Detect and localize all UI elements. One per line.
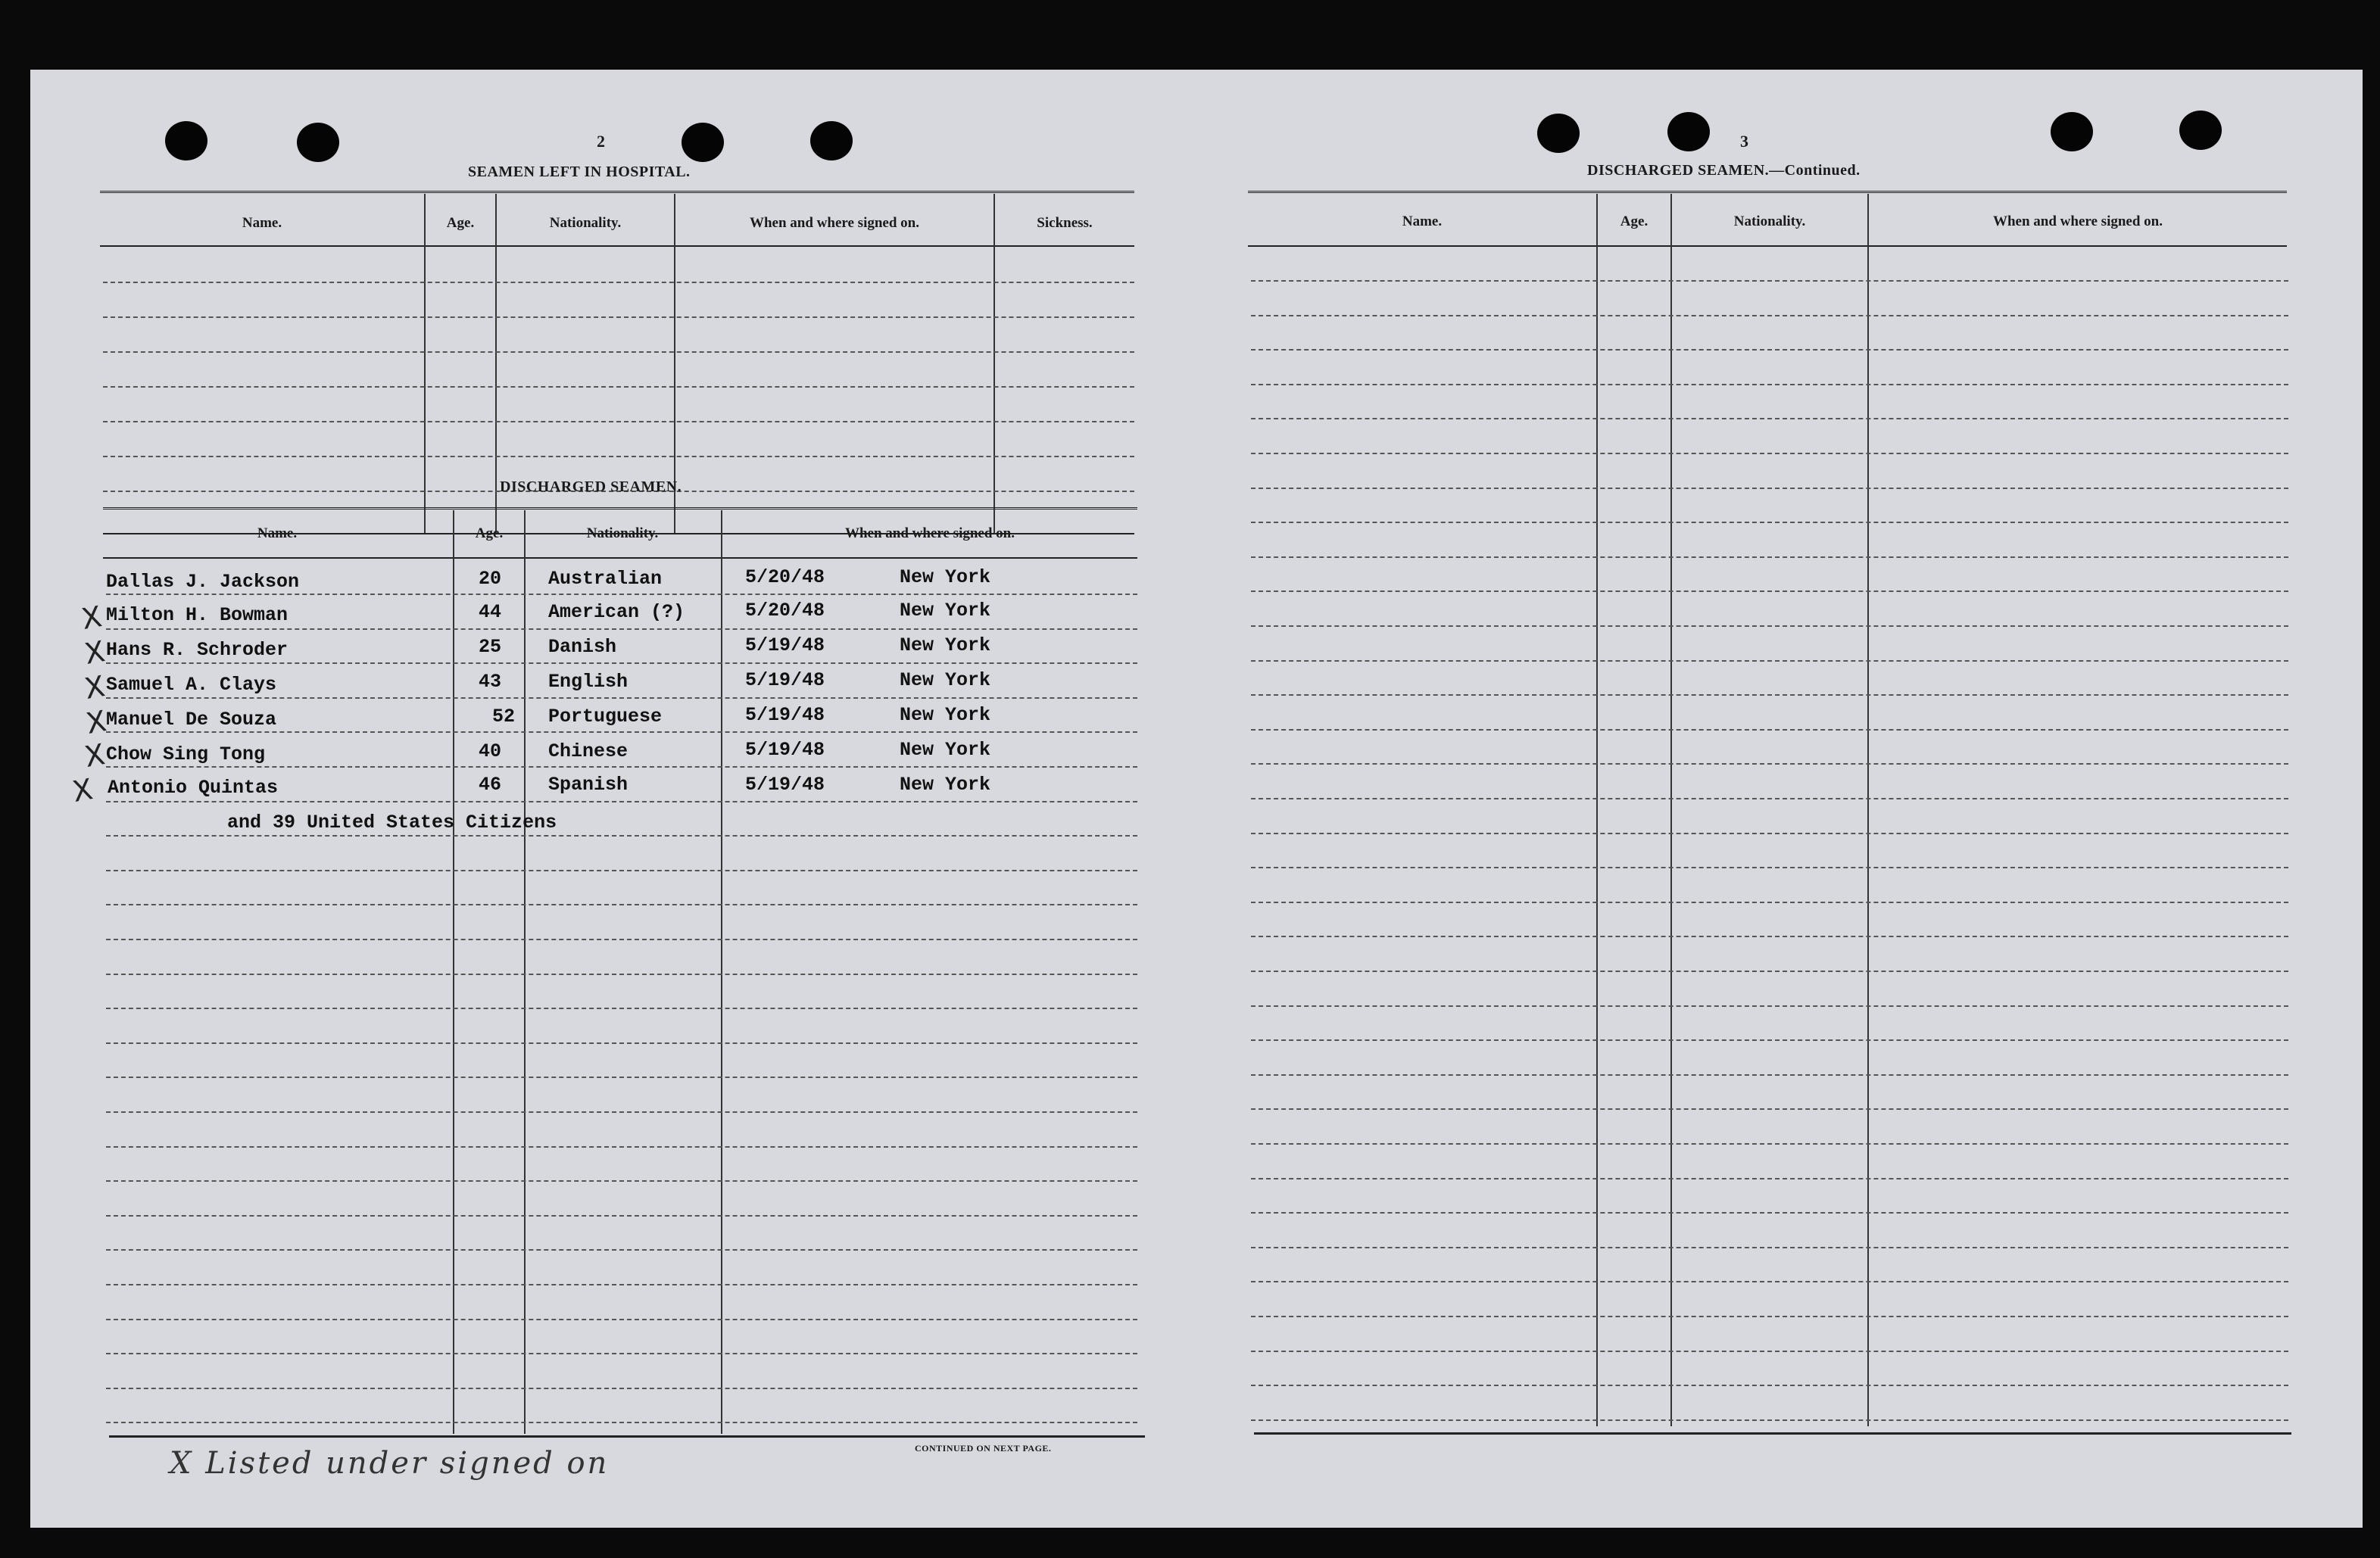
row-line [106,1319,1137,1320]
column-header: Name. [1402,213,1443,229]
page-number: 3 [1740,132,1748,151]
column-divider [424,194,426,533]
row-line [1251,1281,2288,1282]
row-line [1251,1039,2288,1041]
row-line [1251,867,2288,868]
punch-hole [2179,111,2222,150]
seaman-nationality: American (?) [548,601,685,623]
seaman-name: Milton H. Bowman [106,604,289,626]
column-divider [1670,194,1672,1426]
table-bottom-rule [1254,1432,2291,1435]
column-divider [1596,194,1598,1426]
discharged-section-title: DISCHARGED SEAMEN. [500,478,682,495]
punch-hole [682,123,724,162]
row-line [1251,902,2288,903]
document-sheet [30,70,2363,1528]
page-number: 2 [597,132,605,151]
column-header: Age. [1620,213,1649,229]
check-mark: X [79,600,104,636]
column-header: Age. [475,525,504,541]
row-line [106,697,1137,699]
seaman-age: 40 [479,740,502,762]
row-line [106,594,1137,595]
column-header: Sickness. [1037,215,1093,231]
check-mark: X [82,737,108,774]
table-top-rule [103,507,1137,513]
row-line [1251,349,2288,351]
row-line [1251,488,2288,489]
row-line [106,1042,1137,1044]
row-line [106,1215,1137,1217]
row-line [106,1284,1137,1285]
column-divider [1867,194,1869,1426]
row-line [1251,1351,2288,1352]
signed-on-date: 5/19/48 [745,774,825,796]
check-mark: X [83,704,109,740]
signed-on-date: 5/19/48 [745,669,825,691]
seaman-nationality: Portuguese [548,706,663,728]
signed-on-place: New York [900,704,991,726]
row-line [106,766,1137,768]
punch-hole [2051,112,2093,151]
check-mark: X [82,669,108,706]
punch-hole [165,121,207,160]
seaman-nationality: Australian [548,568,663,590]
row-line [1251,971,2288,972]
row-line [1251,936,2288,937]
hospital-section-title: SEAMEN LEFT IN HOSPITAL. [468,164,691,180]
row-line [106,662,1137,664]
punch-hole [297,123,339,162]
row-line [1251,453,2288,454]
row-line [106,1353,1137,1354]
signed-on-date: 5/19/48 [745,739,825,761]
column-header: When and where signed on. [1992,213,2163,229]
seaman-name: Samuel A. Clays [106,674,277,696]
signed-on-place: New York [900,600,991,622]
seaman-name: Antonio Quintas [108,777,279,799]
row-line [106,835,1137,837]
seaman-nationality: English [548,671,629,693]
row-line [106,904,1137,905]
row-line [1251,1385,2288,1386]
row-line [1251,280,2288,282]
table-top-rule [100,191,1134,196]
row-line [106,1180,1137,1182]
check-mark: X [70,772,95,809]
signed-on-place: New York [900,774,991,796]
row-line [1251,729,2288,731]
row-line [1251,1178,2288,1179]
row-line [106,939,1137,940]
row-line [106,801,1137,802]
seaman-nationality: Danish [548,636,617,658]
column-divider [524,510,526,1434]
header-rule [100,245,1134,247]
column-divider [453,510,454,1434]
signed-on-date: 5/19/48 [745,634,825,656]
column-header: Name. [257,525,298,541]
row-line [106,1146,1137,1148]
signed-on-date: 5/20/48 [745,566,825,588]
punch-hole [1537,114,1580,153]
seaman-age: 46 [479,774,502,796]
row-line [1251,418,2288,419]
signed-on-place: New York [900,566,991,588]
seaman-age: 43 [479,671,502,693]
row-line [106,1111,1137,1113]
header-rule [1248,245,2287,247]
punch-hole [810,121,853,160]
row-line [1251,1108,2288,1110]
row-line [1251,833,2288,834]
seaman-age: 44 [479,601,502,623]
row-line [1251,660,2288,662]
citizens-note: and 39 United States Citizens [227,812,557,834]
punch-hole [1667,112,1710,151]
seaman-name: Hans R. Schroder [106,639,289,661]
seaman-name: Chow Sing Tong [106,743,266,765]
row-line [1251,1247,2288,1248]
row-line [1251,1074,2288,1076]
row-line [1251,590,2288,592]
row-line [1251,1143,2288,1145]
handwritten-note: X Listed under signed on [170,1446,610,1481]
header-rule [103,557,1137,559]
row-line [1251,798,2288,799]
continued-footer: CONTINUED ON NEXT PAGE. [915,1443,1052,1454]
signed-on-date: 5/20/48 [745,600,825,622]
signed-on-place: New York [900,669,991,691]
row-line [103,316,1134,318]
row-line [103,456,1134,457]
row-line [106,1422,1137,1423]
column-divider [993,194,995,533]
seaman-name: Manuel De Souza [106,709,277,731]
row-line [106,1249,1137,1251]
column-header: Nationality. [586,525,659,541]
row-line [106,628,1137,630]
column-divider [495,194,497,533]
row-line [1251,625,2288,627]
discharged-continued-title: DISCHARGED SEAMEN.—Continued. [1587,162,1861,179]
signed-on-place: New York [900,739,991,761]
signed-on-date: 5/19/48 [745,704,825,726]
signed-on-place: New York [900,634,991,656]
check-mark: X [82,634,108,671]
column-header: When and where signed on. [749,215,919,231]
row-line [1251,763,2288,765]
table-bottom-rule [109,1435,1145,1438]
column-header: Name. [242,215,282,231]
row-line [1251,1212,2288,1214]
column-header: Nationality. [1733,213,1806,229]
row-line [103,421,1134,422]
row-line [106,870,1137,871]
row-line [106,1008,1137,1009]
column-divider [721,510,722,1434]
row-line [1251,384,2288,385]
column-header: Age. [446,215,475,231]
seaman-age: 20 [479,568,502,590]
column-header: Nationality. [549,215,622,231]
row-line [1251,1005,2288,1007]
row-line [106,731,1137,733]
table-top-rule [1248,191,2287,196]
row-line [103,282,1134,283]
seaman-age: 25 [479,636,502,658]
seaman-name: Dallas J. Jackson [106,571,300,593]
row-line [103,386,1134,388]
row-line [103,351,1134,353]
seaman-nationality: Chinese [548,740,629,762]
row-line [106,1077,1137,1078]
row-line [1251,1419,2288,1421]
row-line [1251,522,2288,523]
row-line [1251,556,2288,558]
row-line [106,1388,1137,1389]
seaman-age: 52 [492,706,516,728]
seaman-nationality: Spanish [548,774,629,796]
row-line [106,974,1137,975]
row-line [1251,694,2288,696]
row-line [1251,315,2288,316]
column-header: When and where signed on. [844,525,1015,541]
row-line [1251,1316,2288,1317]
